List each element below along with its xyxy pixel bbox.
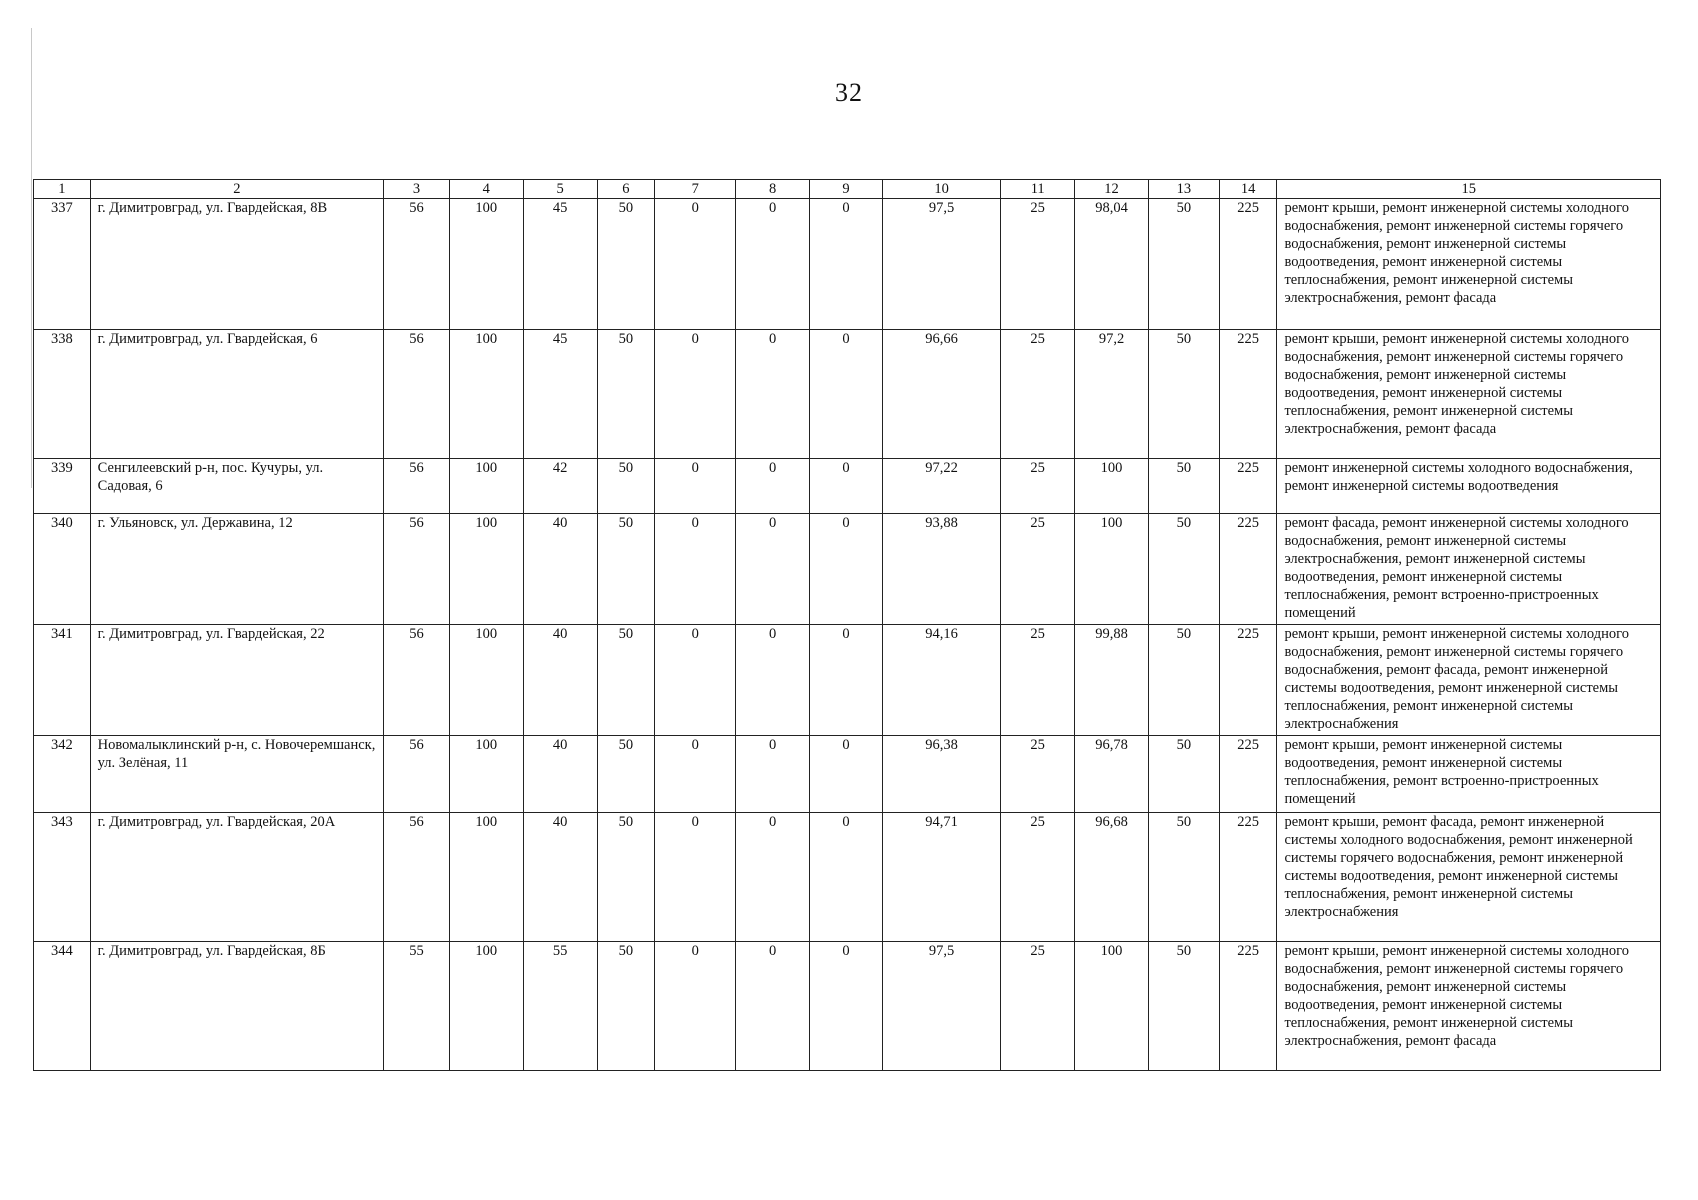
table-cell: 50 <box>597 736 655 813</box>
table-cell: 0 <box>810 813 883 942</box>
works-cell: ремонт крыши, ремонт инженерной системы водоотведения, ремонт инженерной системы теплоснабжения, ремонт встроенно-пристроенных помещений <box>1277 736 1661 813</box>
row-number: 344 <box>34 942 91 1071</box>
column-header: 4 <box>449 180 523 199</box>
table-cell: 0 <box>655 459 736 514</box>
table-cell: 50 <box>597 625 655 736</box>
address-cell: г. Димитровград, ул. Гвардейская, 6 <box>90 330 383 459</box>
table-cell: 0 <box>810 736 883 813</box>
table-cell: 0 <box>736 514 810 625</box>
column-header: 9 <box>810 180 883 199</box>
table-cell: 25 <box>1001 514 1075 625</box>
table-cell: 96,66 <box>882 330 1000 459</box>
table-cell: 50 <box>597 459 655 514</box>
row-number: 342 <box>34 736 91 813</box>
table-cell: 25 <box>1001 813 1075 942</box>
data-table <box>33 179 1661 1071</box>
table-cell: 40 <box>523 514 597 625</box>
table-cell: 100 <box>1075 942 1149 1071</box>
table-cell: 0 <box>655 942 736 1071</box>
table-cell: 0 <box>736 459 810 514</box>
table-cell: 50 <box>1148 942 1219 1071</box>
works-cell: ремонт крыши, ремонт инженерной системы холодного водоснабжения, ремонт инженерной системы горячего водоснабжения, ремонт инженерной системы водоотведения, ремонт инженерной системы теплоснабжения, ремонт инженерной системы электроснабжения, ремонт фасада <box>1277 330 1661 459</box>
works-cell: ремонт крыши, ремонт фасада, ремонт инженерной системы холодного водоснабжения, ремонт инженерной системы горячего водоснабжения, ремонт инженерной системы водоотведения, ремонт инженерной системы теплоснабжения, ремонт инженерной системы электроснабжения <box>1277 813 1661 942</box>
table-cell: 50 <box>1148 330 1219 459</box>
table-cell: 55 <box>384 942 450 1071</box>
works-cell: ремонт крыши, ремонт инженерной системы холодного водоснабжения, ремонт инженерной системы горячего водоснабжения, ремонт фасада, ремонт инженерной системы водоотведения, ремонт инженерной системы теплоснабжения, ремонт инженерной системы электроснабжения <box>1277 625 1661 736</box>
table-cell: 50 <box>1148 514 1219 625</box>
column-header: 1 <box>34 180 91 199</box>
table-cell: 50 <box>1148 736 1219 813</box>
table-cell: 50 <box>597 942 655 1071</box>
table-cell: 56 <box>384 736 450 813</box>
table-cell: 25 <box>1001 625 1075 736</box>
column-header: 14 <box>1219 180 1277 199</box>
table-cell: 97,5 <box>882 942 1000 1071</box>
address-cell: г. Ульяновск, ул. Державина, 12 <box>90 514 383 625</box>
table-cell: 42 <box>523 459 597 514</box>
row-number: 337 <box>34 199 91 330</box>
table-cell: 56 <box>384 330 450 459</box>
column-header: 13 <box>1148 180 1219 199</box>
table-cell: 0 <box>810 199 883 330</box>
works-cell: ремонт фасада, ремонт инженерной системы холодного водоснабжения, ремонт инженерной системы электроснабжения, ремонт инженерной системы водоотведения, ремонт инженерной системы теплоснабжения, ремонт встроенно-пристроенных помещений <box>1277 514 1661 625</box>
table-cell: 100 <box>449 459 523 514</box>
column-header: 10 <box>882 180 1000 199</box>
address-cell: Сенгилеевский р-н, пос. Кучуры, ул. Садовая, 6 <box>90 459 383 514</box>
row-number: 339 <box>34 459 91 514</box>
page-number: 32 <box>835 78 863 107</box>
header-row <box>34 180 1661 199</box>
table-cell: 225 <box>1219 330 1277 459</box>
table-cell: 225 <box>1219 625 1277 736</box>
table-cell: 50 <box>1148 813 1219 942</box>
table-row <box>34 459 1661 514</box>
table-cell: 100 <box>449 199 523 330</box>
table-cell: 97,5 <box>882 199 1000 330</box>
column-header: 8 <box>736 180 810 199</box>
table-cell: 225 <box>1219 514 1277 625</box>
table-cell: 98,04 <box>1075 199 1149 330</box>
table-cell: 96,38 <box>882 736 1000 813</box>
table-cell: 0 <box>810 459 883 514</box>
table-cell: 0 <box>736 199 810 330</box>
table-cell: 50 <box>1148 625 1219 736</box>
row-number: 340 <box>34 514 91 625</box>
table-cell: 40 <box>523 625 597 736</box>
table-row <box>34 813 1661 942</box>
table-cell: 96,68 <box>1075 813 1149 942</box>
address-cell: г. Димитровград, ул. Гвардейская, 8Б <box>90 942 383 1071</box>
row-number: 338 <box>34 330 91 459</box>
table-cell: 25 <box>1001 459 1075 514</box>
table-cell: 25 <box>1001 736 1075 813</box>
table-cell: 0 <box>810 330 883 459</box>
column-header: 2 <box>90 180 383 199</box>
table-cell: 97,2 <box>1075 330 1149 459</box>
table-cell: 100 <box>449 330 523 459</box>
table-cell: 0 <box>655 199 736 330</box>
table-cell: 0 <box>655 330 736 459</box>
table-cell: 225 <box>1219 199 1277 330</box>
table-cell: 50 <box>1148 199 1219 330</box>
column-header: 5 <box>523 180 597 199</box>
table-cell: 0 <box>810 625 883 736</box>
column-header: 11 <box>1001 180 1075 199</box>
column-header: 6 <box>597 180 655 199</box>
table-cell: 225 <box>1219 459 1277 514</box>
table-cell: 225 <box>1219 942 1277 1071</box>
table-cell: 99,88 <box>1075 625 1149 736</box>
table-cell: 0 <box>655 736 736 813</box>
table-cell: 45 <box>523 330 597 459</box>
table-row <box>34 199 1661 330</box>
table-cell: 96,78 <box>1075 736 1149 813</box>
table-cell: 40 <box>523 736 597 813</box>
table-cell: 100 <box>449 736 523 813</box>
column-header: 12 <box>1075 180 1149 199</box>
address-cell: г. Димитровград, ул. Гвардейская, 20А <box>90 813 383 942</box>
column-header: 7 <box>655 180 736 199</box>
column-header: 3 <box>384 180 450 199</box>
table-cell: 0 <box>736 625 810 736</box>
table-cell: 0 <box>655 813 736 942</box>
table-row <box>34 942 1661 1071</box>
address-cell: г. Димитровград, ул. Гвардейская, 8В <box>90 199 383 330</box>
table-cell: 100 <box>449 813 523 942</box>
table-cell: 45 <box>523 199 597 330</box>
table-row <box>34 514 1661 625</box>
works-cell: ремонт крыши, ремонт инженерной системы холодного водоснабжения, ремонт инженерной системы горячего водоснабжения, ремонт инженерной системы водоотведения, ремонт инженерной системы теплоснабжения, ремонт инженерной системы электроснабжения, ремонт фасада <box>1277 942 1661 1071</box>
row-number: 343 <box>34 813 91 942</box>
table-cell: 0 <box>655 514 736 625</box>
table-cell: 40 <box>523 813 597 942</box>
table-cell: 0 <box>655 625 736 736</box>
table-row <box>34 625 1661 736</box>
table-cell: 0 <box>810 514 883 625</box>
table-cell: 100 <box>449 625 523 736</box>
table-cell: 56 <box>384 199 450 330</box>
table-cell: 100 <box>449 942 523 1071</box>
table-cell: 55 <box>523 942 597 1071</box>
table-cell: 50 <box>597 199 655 330</box>
table-cell: 56 <box>384 625 450 736</box>
table-cell: 25 <box>1001 330 1075 459</box>
table-cell: 56 <box>384 514 450 625</box>
table-cell: 0 <box>736 736 810 813</box>
table-cell: 0 <box>736 330 810 459</box>
column-header: 15 <box>1277 180 1661 199</box>
table-cell: 50 <box>597 330 655 459</box>
row-number: 341 <box>34 625 91 736</box>
works-cell: ремонт крыши, ремонт инженерной системы холодного водоснабжения, ремонт инженерной системы горячего водоснабжения, ремонт инженерной системы водоотведения, ремонт инженерной системы теплоснабжения, ремонт инженерной системы электроснабжения, ремонт фасада <box>1277 199 1661 330</box>
address-cell: Новомалыклинский р-н, с. Новочеремшанск, ул. Зелёная, 11 <box>90 736 383 813</box>
table-cell: 100 <box>449 514 523 625</box>
table-row <box>34 736 1661 813</box>
table-cell: 25 <box>1001 942 1075 1071</box>
table-cell: 94,71 <box>882 813 1000 942</box>
table-cell: 94,16 <box>882 625 1000 736</box>
address-cell: г. Димитровград, ул. Гвардейская, 22 <box>90 625 383 736</box>
table-cell: 0 <box>736 942 810 1071</box>
table-cell: 225 <box>1219 736 1277 813</box>
works-cell: ремонт инженерной системы холодного водоснабжения, ремонт инженерной системы водоотведения <box>1277 459 1661 514</box>
table-cell: 100 <box>1075 514 1149 625</box>
table-cell: 50 <box>597 514 655 625</box>
table-cell: 0 <box>736 813 810 942</box>
table-cell: 0 <box>810 942 883 1071</box>
table-cell: 100 <box>1075 459 1149 514</box>
table-cell: 97,22 <box>882 459 1000 514</box>
table-cell: 56 <box>384 459 450 514</box>
table-cell: 50 <box>1148 459 1219 514</box>
table-cell: 93,88 <box>882 514 1000 625</box>
table-cell: 225 <box>1219 813 1277 942</box>
table-cell: 50 <box>597 813 655 942</box>
table-row <box>34 330 1661 459</box>
table-cell: 56 <box>384 813 450 942</box>
table-cell: 25 <box>1001 199 1075 330</box>
